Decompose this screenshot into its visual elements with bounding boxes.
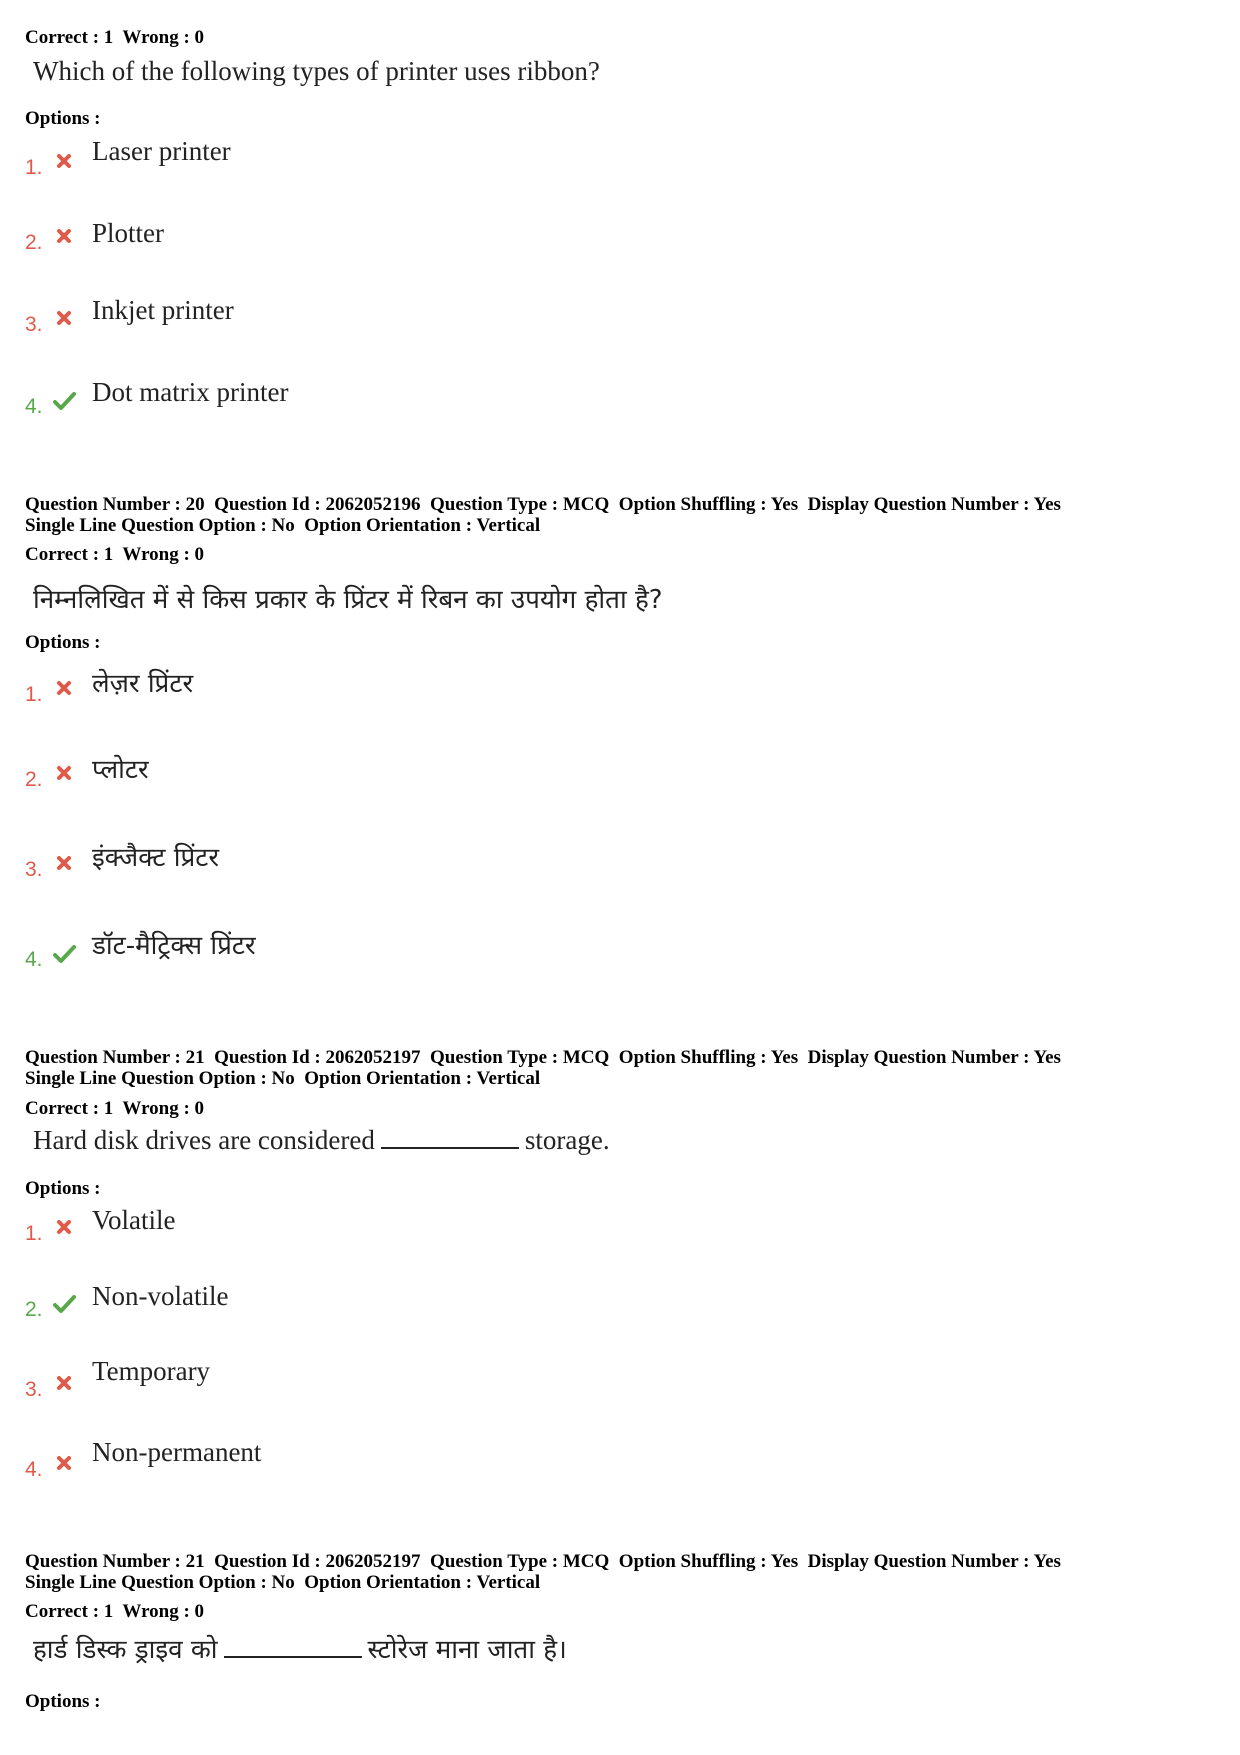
question-meta-line-2: Single Line Question Option : No Option Orientation : Vertical — [25, 1068, 541, 1089]
option-text: इंक्जैक्ट प्रिंटर — [92, 843, 220, 873]
options-label: Options : — [25, 1178, 101, 1199]
question-meta-line-1: Question Number : 21 Question Id : 2062052197 Question Type : MCQ Option Shuffling : Yes Display Question Number : Yes — [25, 1047, 1061, 1068]
question-meta-line-2: Single Line Question Option : No Option Orientation : Vertical — [25, 515, 541, 536]
option-number: 3. — [25, 858, 43, 881]
option-number: 4. — [25, 395, 43, 418]
question-text: निम्नलिखित में से किस प्रकार के प्रिंटर में रिबन का उपयोग होता है? — [33, 585, 663, 615]
option-number: 1. — [25, 683, 43, 706]
correct-check-icon — [52, 944, 76, 964]
options-label: Options : — [25, 632, 101, 653]
wrong-cross-icon — [52, 1454, 76, 1474]
fill-in-blank — [381, 1125, 519, 1149]
question-text-before-blank: Hard disk drives are considered — [33, 1125, 375, 1155]
question-text-before-blank: हार्ड डिस्क ड्राइव को — [33, 1635, 218, 1665]
question-text: Which of the following types of printer uses ribbon? — [33, 56, 600, 86]
option-number: 2. — [25, 768, 43, 791]
question-text — [33, 1125, 610, 1156]
option-text: Plotter — [92, 218, 164, 248]
option-number: 3. — [25, 1378, 43, 1401]
question-text — [33, 1630, 567, 1666]
option-number: 1. — [25, 1222, 43, 1245]
wrong-cross-icon — [52, 679, 76, 699]
option-text: डॉट-मैट्रिक्स प्रिंटर — [92, 931, 256, 961]
option-text: Dot matrix printer — [92, 377, 289, 407]
wrong-cross-icon — [52, 227, 76, 247]
option-number: 4. — [25, 948, 43, 971]
options-label: Options : — [25, 108, 101, 129]
question-meta-line-1: Question Number : 21 Question Id : 2062052197 Question Type : MCQ Option Shuffling : Yes Display Question Number : Yes — [25, 1551, 1061, 1572]
fill-in-blank — [224, 1634, 362, 1658]
wrong-cross-icon — [52, 152, 76, 172]
option-number: 2. — [25, 231, 43, 254]
correct-wrong-label: Correct : 1 Wrong : 0 — [25, 1601, 205, 1622]
wrong-cross-icon — [52, 764, 76, 784]
option-number: 3. — [25, 313, 43, 336]
option-text: Non-permanent — [92, 1437, 262, 1467]
option-text: Laser printer — [92, 136, 231, 166]
option-text: प्लोटर — [92, 755, 149, 785]
question-text-after-blank: storage. — [524, 1125, 610, 1155]
correct-check-icon — [52, 1294, 76, 1314]
wrong-cross-icon — [52, 1374, 76, 1394]
correct-wrong-label: Correct : 1 Wrong : 0 — [25, 544, 205, 565]
option-text: Temporary — [92, 1356, 211, 1386]
options-label: Options : — [25, 1691, 101, 1712]
option-text: Inkjet printer — [92, 295, 234, 325]
option-text: Volatile — [92, 1205, 176, 1235]
question-meta-line-2: Single Line Question Option : No Option Orientation : Vertical — [25, 1572, 541, 1593]
wrong-cross-icon — [52, 309, 76, 329]
wrong-cross-icon — [52, 1218, 76, 1238]
option-text: Non-volatile — [92, 1281, 229, 1311]
option-number: 2. — [25, 1298, 43, 1321]
option-number: 1. — [25, 156, 43, 179]
option-number: 4. — [25, 1458, 43, 1481]
correct-wrong-label: Correct : 1 Wrong : 0 — [25, 1098, 205, 1119]
option-text: लेज़र प्रिंटर — [92, 669, 194, 699]
correct-wrong-label: Correct : 1 Wrong : 0 — [25, 27, 205, 48]
correct-check-icon — [52, 391, 76, 411]
question-meta-line-1: Question Number : 20 Question Id : 2062052196 Question Type : MCQ Option Shuffling : Yes Display Question Number : Yes — [25, 494, 1061, 515]
wrong-cross-icon — [52, 854, 76, 874]
question-text-after-blank: स्टोरेज माना जाता है। — [367, 1635, 567, 1665]
